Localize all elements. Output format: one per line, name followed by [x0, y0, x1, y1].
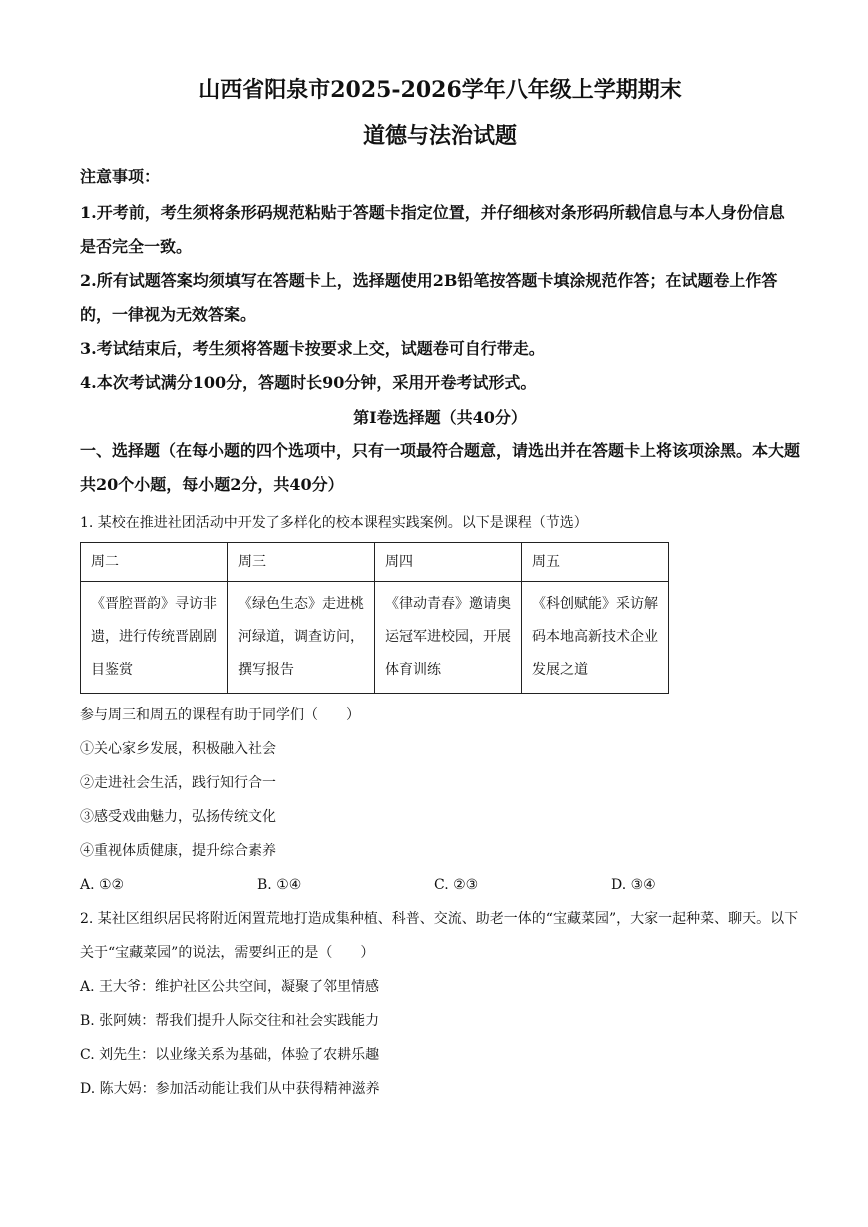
option-item: B. 张阿姨：帮我们提升人际交往和社会实践能力: [80, 1013, 380, 1029]
question-prompt: 参与周三和周五的课程有助于同学们（ ）: [80, 707, 360, 723]
table-header-cell: 周五: [522, 543, 669, 582]
choice-a: A. ①②: [80, 877, 125, 893]
table-header-cell: 周二: [81, 543, 228, 582]
table-header-cell: 周三: [228, 543, 375, 582]
notice-item: 4.本次考试满分100分，答题时长90分钟，采用开卷考试形式。: [80, 373, 537, 392]
choice-b: B. ①④: [257, 877, 302, 893]
option-item: A. 王大爷：维护社区公共空间，凝聚了邻里情感: [80, 979, 380, 995]
table-header-row: [81, 543, 669, 582]
notice-heading: 注意事项：: [80, 167, 161, 186]
notice-item: 1.开考前，考生须将条形码规范粘贴于答题卡指定位置，并仔细核对条形码所载信息与本人身份信息是否完全一致。: [80, 203, 785, 256]
table-cell: 《绿色生态》走进桃河绿道，调查访问，撰写报告: [228, 582, 375, 694]
option-item: C. 刘先生：以业缘关系为基础，体验了农耕乐趣: [80, 1047, 380, 1063]
section-heading: 第Ⅰ卷选择题（共40分）: [353, 408, 527, 427]
table-row: [81, 582, 669, 694]
course-table: [80, 542, 669, 694]
notice-item: 2.所有试题答案均须填写在答题卡上，选择题使用2B铅笔按答题卡填涂规范作答；在试题卷上作答的，一律视为无效答案。: [80, 271, 778, 324]
part-heading: 一、选择题（在每小题的四个选项中，只有一项最符合题意，请选出并在答题卡上将该项涂黑。本大题共20个小题，每小题2分，共40分）: [80, 441, 801, 494]
exam-title: 山西省阳泉市2025-2026学年八年级上学期期末: [198, 77, 682, 103]
statement-item: ③感受戏曲魅力，弘扬传统文化: [80, 809, 276, 825]
notice-item: 3.考试结束后，考生须将答题卡按要求上交，试题卷可自行带走。: [80, 339, 545, 358]
statement-item: ④重视体质健康，提升综合素养: [80, 843, 276, 859]
question-1: [80, 506, 800, 902]
table-cell: 《晋腔晋韵》寻访非遗，进行传统晋剧剧目鉴赏: [81, 582, 228, 694]
table-cell: 《科创赋能》采访解码本地高新技术企业发展之道: [522, 582, 669, 694]
notice-section: [80, 164, 800, 400]
table-cell: 《律动青春》邀请奥运冠军进校园，开展体育训练: [375, 582, 522, 694]
choice-c: C. ②③: [434, 877, 479, 893]
table-header-cell: 周四: [375, 543, 522, 582]
statement-item: ②走进社会生活，践行知行合一: [80, 775, 276, 791]
choice-d: D. ③④: [611, 877, 656, 893]
question-stem: 2. 某社区组织居民将附近闲置荒地打造成集种植、科普、交流、助老一体的“宝藏菜园”，大家一起种菜、聊天。以下关于“宝藏菜园”的说法，需要纠正的是（ ）: [80, 911, 799, 961]
question-2: [80, 902, 800, 1106]
exam-subject-title: 道德与法治试题: [362, 123, 517, 149]
question-stem: 1. 某校在推进社团活动中开发了多样化的校本课程实践案例。以下是课程（节选）: [80, 515, 588, 531]
answer-choices: [80, 868, 800, 902]
option-item: D. 陈大妈：参加活动能让我们从中获得精神滋养: [80, 1081, 380, 1097]
statement-item: ①关心家乡发展，积极融入社会: [80, 741, 276, 757]
